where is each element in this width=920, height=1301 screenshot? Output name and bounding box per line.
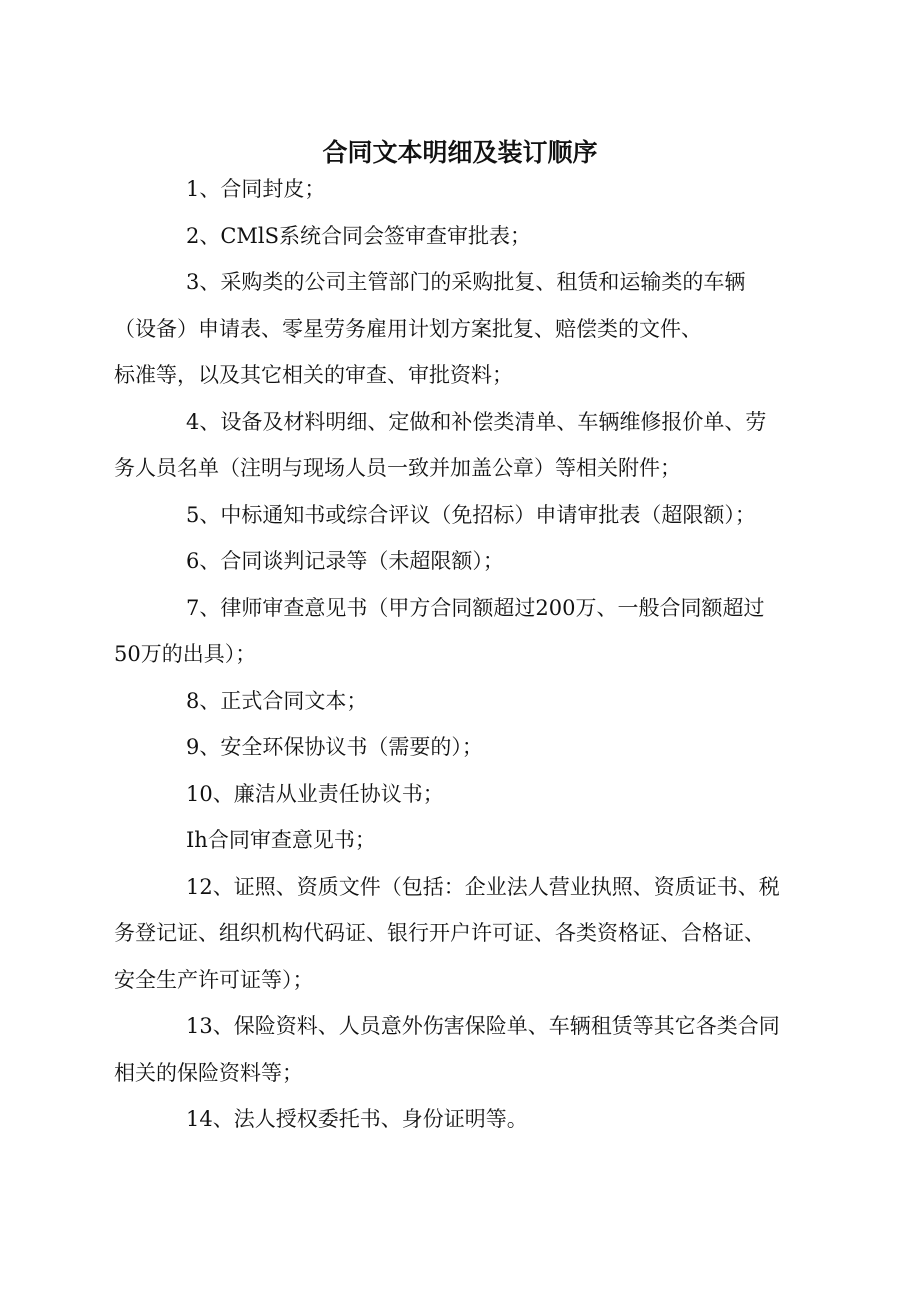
list-item-9 [114,724,814,771]
list-item-1 [114,166,814,213]
list-item-11 [114,817,814,864]
list-item-line: 10、廉洁从业责任协议书； [186,781,444,806]
list-item-line: 标准等，以及其它相关的审查、审批资料； [114,363,513,387]
list-item-line: 8、正式合同文本； [186,688,368,713]
list-item-line: 3、采购类的公司主管部门的采购批复、租赁和运输类的车辆 [186,270,746,294]
list-item-6 [114,538,814,585]
list-item-line: 2、CMlS系统合同会签审查审批表； [186,223,532,248]
list-item-line: 相关的保险资料等； [114,1060,303,1085]
list-item-line: 13、保险资料、人员意外伤害保险单、车辆租赁等其它各类合同 [186,1014,780,1038]
list-item-12 [114,864,814,1004]
list-item-8 [114,678,814,725]
list-item-line: 5、中标通知书或综合评议（免招标）申请审批表（超限额）； [186,502,756,527]
list-item-5 [114,492,814,539]
list-item-10 [114,771,814,818]
list-item-line: 7、律师审查意见书（甲方合同额超过200万、一般合同额超过 [186,595,765,620]
list-item-line: 12、证照、资质文件（包括：企业法人营业执照、资质证书、税 [186,874,780,899]
list-item-4 [114,399,814,492]
document-body [114,166,814,1143]
list-item-7 [114,585,814,678]
list-item-2 [114,213,814,260]
list-item-line: 4、设备及材料明细、定做和补偿类清单、车辆维修报价单、劳 [186,409,767,434]
list-item-3 [114,259,814,399]
list-item-line: 14、法人授权委托书、身份证明等。 [186,1107,528,1131]
list-item-line: 9、安全环保协议书（需要的）； [186,735,483,759]
list-item-line: 安全生产许可证等）； [114,967,314,992]
list-item-line: 6、合同谈判记录等（未超限额）； [186,549,504,573]
list-item-13 [114,1003,814,1096]
list-item-line: 务登记证、组织机构代码证、银行开户许可证、各类资格证、合格证、 [114,921,765,945]
list-item-line: 1、合同封皮； [186,177,326,201]
list-item-14 [114,1096,814,1143]
list-item-line: （设备）申请表、零星劳务雇用计划方案批复、赔偿类的文件、 [114,316,702,341]
list-item-line: 务人员名单（注明与现场人员一致并加盖公章）等相关附件； [114,456,681,480]
document-title: 合同文本明细及装订顺序 [322,137,598,167]
list-item-line: 50万的出具）； [114,642,257,666]
list-item-line: Ih合同审查意见书； [186,828,376,852]
